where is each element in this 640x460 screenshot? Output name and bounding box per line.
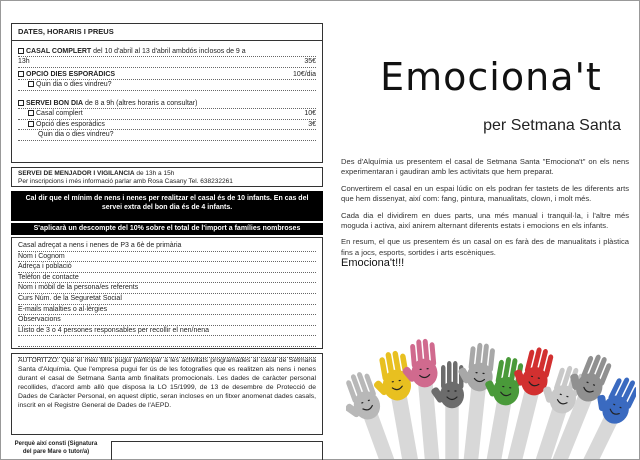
closing-exclamation: Emociona't!!! (341, 257, 405, 270)
servei-opcio-option[interactable]: Opció dies esporàdics 3€ (18, 120, 316, 131)
description (341, 157, 629, 276)
opcio-days-checkbox[interactable] (28, 81, 34, 87)
paragraph-3: Cada dia el dividirem en dues parts, una més manual i tranquil·la, i l'altre més moguda i activa, així anirem alternant diferents estats i emocions en els infants. (341, 210, 629, 231)
opcio-question[interactable]: Quin dia o dies vindreu? (18, 80, 316, 91)
menjador-info: Per inscripcions i més informació parlar amb Rosa Casany Tel. 638232261 (18, 178, 233, 185)
minimum-notice: Cal dir que el mínim de nens i nenes per realitzar el casal és de 10 infants. En cas del servei extra del bon dia és de 4 infants. (11, 191, 323, 221)
form-line-course[interactable]: Curs Núm. de la Seguretat Social (18, 294, 316, 305)
casal-checkbox[interactable] (18, 48, 24, 54)
paragraph-2: Convertirem el casal en un espai lúdic on els podran fer tastets de les diferents arts que hem dissenyat, així com: fang, pintura, manualitats, clown, i molt més. (341, 183, 629, 204)
opcio-option[interactable]: OPCIÓ DIES ESPORÀDICS 10€/dia (18, 70, 316, 81)
form-line[interactable]: Casal adreçat a nens i nenes de P3 a 6è de primària (18, 241, 316, 252)
servei-casal-option[interactable]: Casal complert 10€ (18, 109, 316, 120)
menjador-box (11, 167, 323, 187)
opcio-price: 10€/dia (293, 70, 316, 78)
authorization-box: AUTORITZO: Que el meu fill/a pugui participar a les activitats programades al casal de Setmana Santa d'Alquímia. Que l'empresa pugui fer ús de les fotografies que es realitzen als nens i nenes durant el casal de Setmana Santa amb finalitats promocionals. Les dades de caràcter personal recollides, d'acord amb allò que disposa la LO 15/1999, de 13 de desembre de Protecció de Dades de Caràcter Personal, en aquest díptic, seran incloses en un fitxer anomenat dades casals, inscrit en el Registre General de Dades de l'AEPD. (11, 353, 323, 435)
servei-checkbox[interactable] (18, 100, 24, 106)
signature-area (11, 441, 323, 460)
form-line-blank-1[interactable] (18, 336, 316, 347)
paragraph-4: En resum, el que us presentem és un casal on es farà des de manualitats i plàstica fins a jocs, esports, sortides i arts escèniques. Emociona't!!! (341, 237, 629, 270)
form-line-phone[interactable]: Telèfon de contacte (18, 273, 316, 284)
main-title: Emociona't (380, 55, 602, 99)
dates-prices-title: DATES, HORARIS I PREUS (12, 27, 322, 41)
presentation-column (341, 1, 640, 460)
servei-bondia-option[interactable]: SERVEI BON DIA de 8 a 9h (altres horaris a consultar) (18, 99, 316, 110)
subtitle: per Setmana Santa (483, 117, 621, 134)
dates-prices-box (11, 23, 323, 163)
registration-form (11, 237, 323, 349)
servei-casal-price: 10€ (304, 110, 316, 117)
form-line-referents[interactable]: Nom i mòbil de la persona/es referents (18, 283, 316, 294)
signature-label: Perquè així consti (Signatura del pare Mare o tutor/a) (14, 441, 98, 455)
menjador-title: SERVEI DE MENJADOR I VIGILÀNCIA de 13h a 15h (18, 170, 175, 177)
discount-notice: S'aplicarà un descompte del 10% sobre el total de l'import a famílies nombroses (11, 223, 323, 235)
casal-option[interactable]: CASAL COMPLERT del 10 d'abril al 13 d'abril ambdós inclosos de 9 a (18, 47, 316, 58)
servei-casal-checkbox[interactable] (28, 110, 34, 116)
opcio-checkbox[interactable] (18, 71, 24, 77)
painted-hands-photo (346, 331, 636, 459)
signature-box[interactable] (111, 441, 323, 460)
casal-hours-row: 13h 35€ (18, 57, 316, 68)
form-line-address[interactable]: Adreça i població (18, 262, 316, 273)
form-line-email[interactable]: E-mails malalties o al·lèrgies (18, 305, 316, 316)
form-line-observations[interactable]: Observacions (18, 315, 316, 326)
form-line-responsibles[interactable]: Llisto de 3 o 4 persones responsables per recollir el nen/nena (18, 326, 316, 337)
servei-opcio-price: 3€ (308, 120, 316, 128)
paragraph-1: Des d'Alquímia us presentem el casal de Setmana Santa "Emociona't" on els nens experimentaran i gaudiran amb les activitats que hem preparat. (341, 157, 629, 177)
servei-question[interactable]: Quin dia o dies vindreu? (18, 130, 316, 141)
form-line-name[interactable]: Nom i Cognom (18, 252, 316, 263)
casal-price: 35€ (304, 58, 316, 65)
servei-opcio-checkbox[interactable] (28, 121, 34, 127)
